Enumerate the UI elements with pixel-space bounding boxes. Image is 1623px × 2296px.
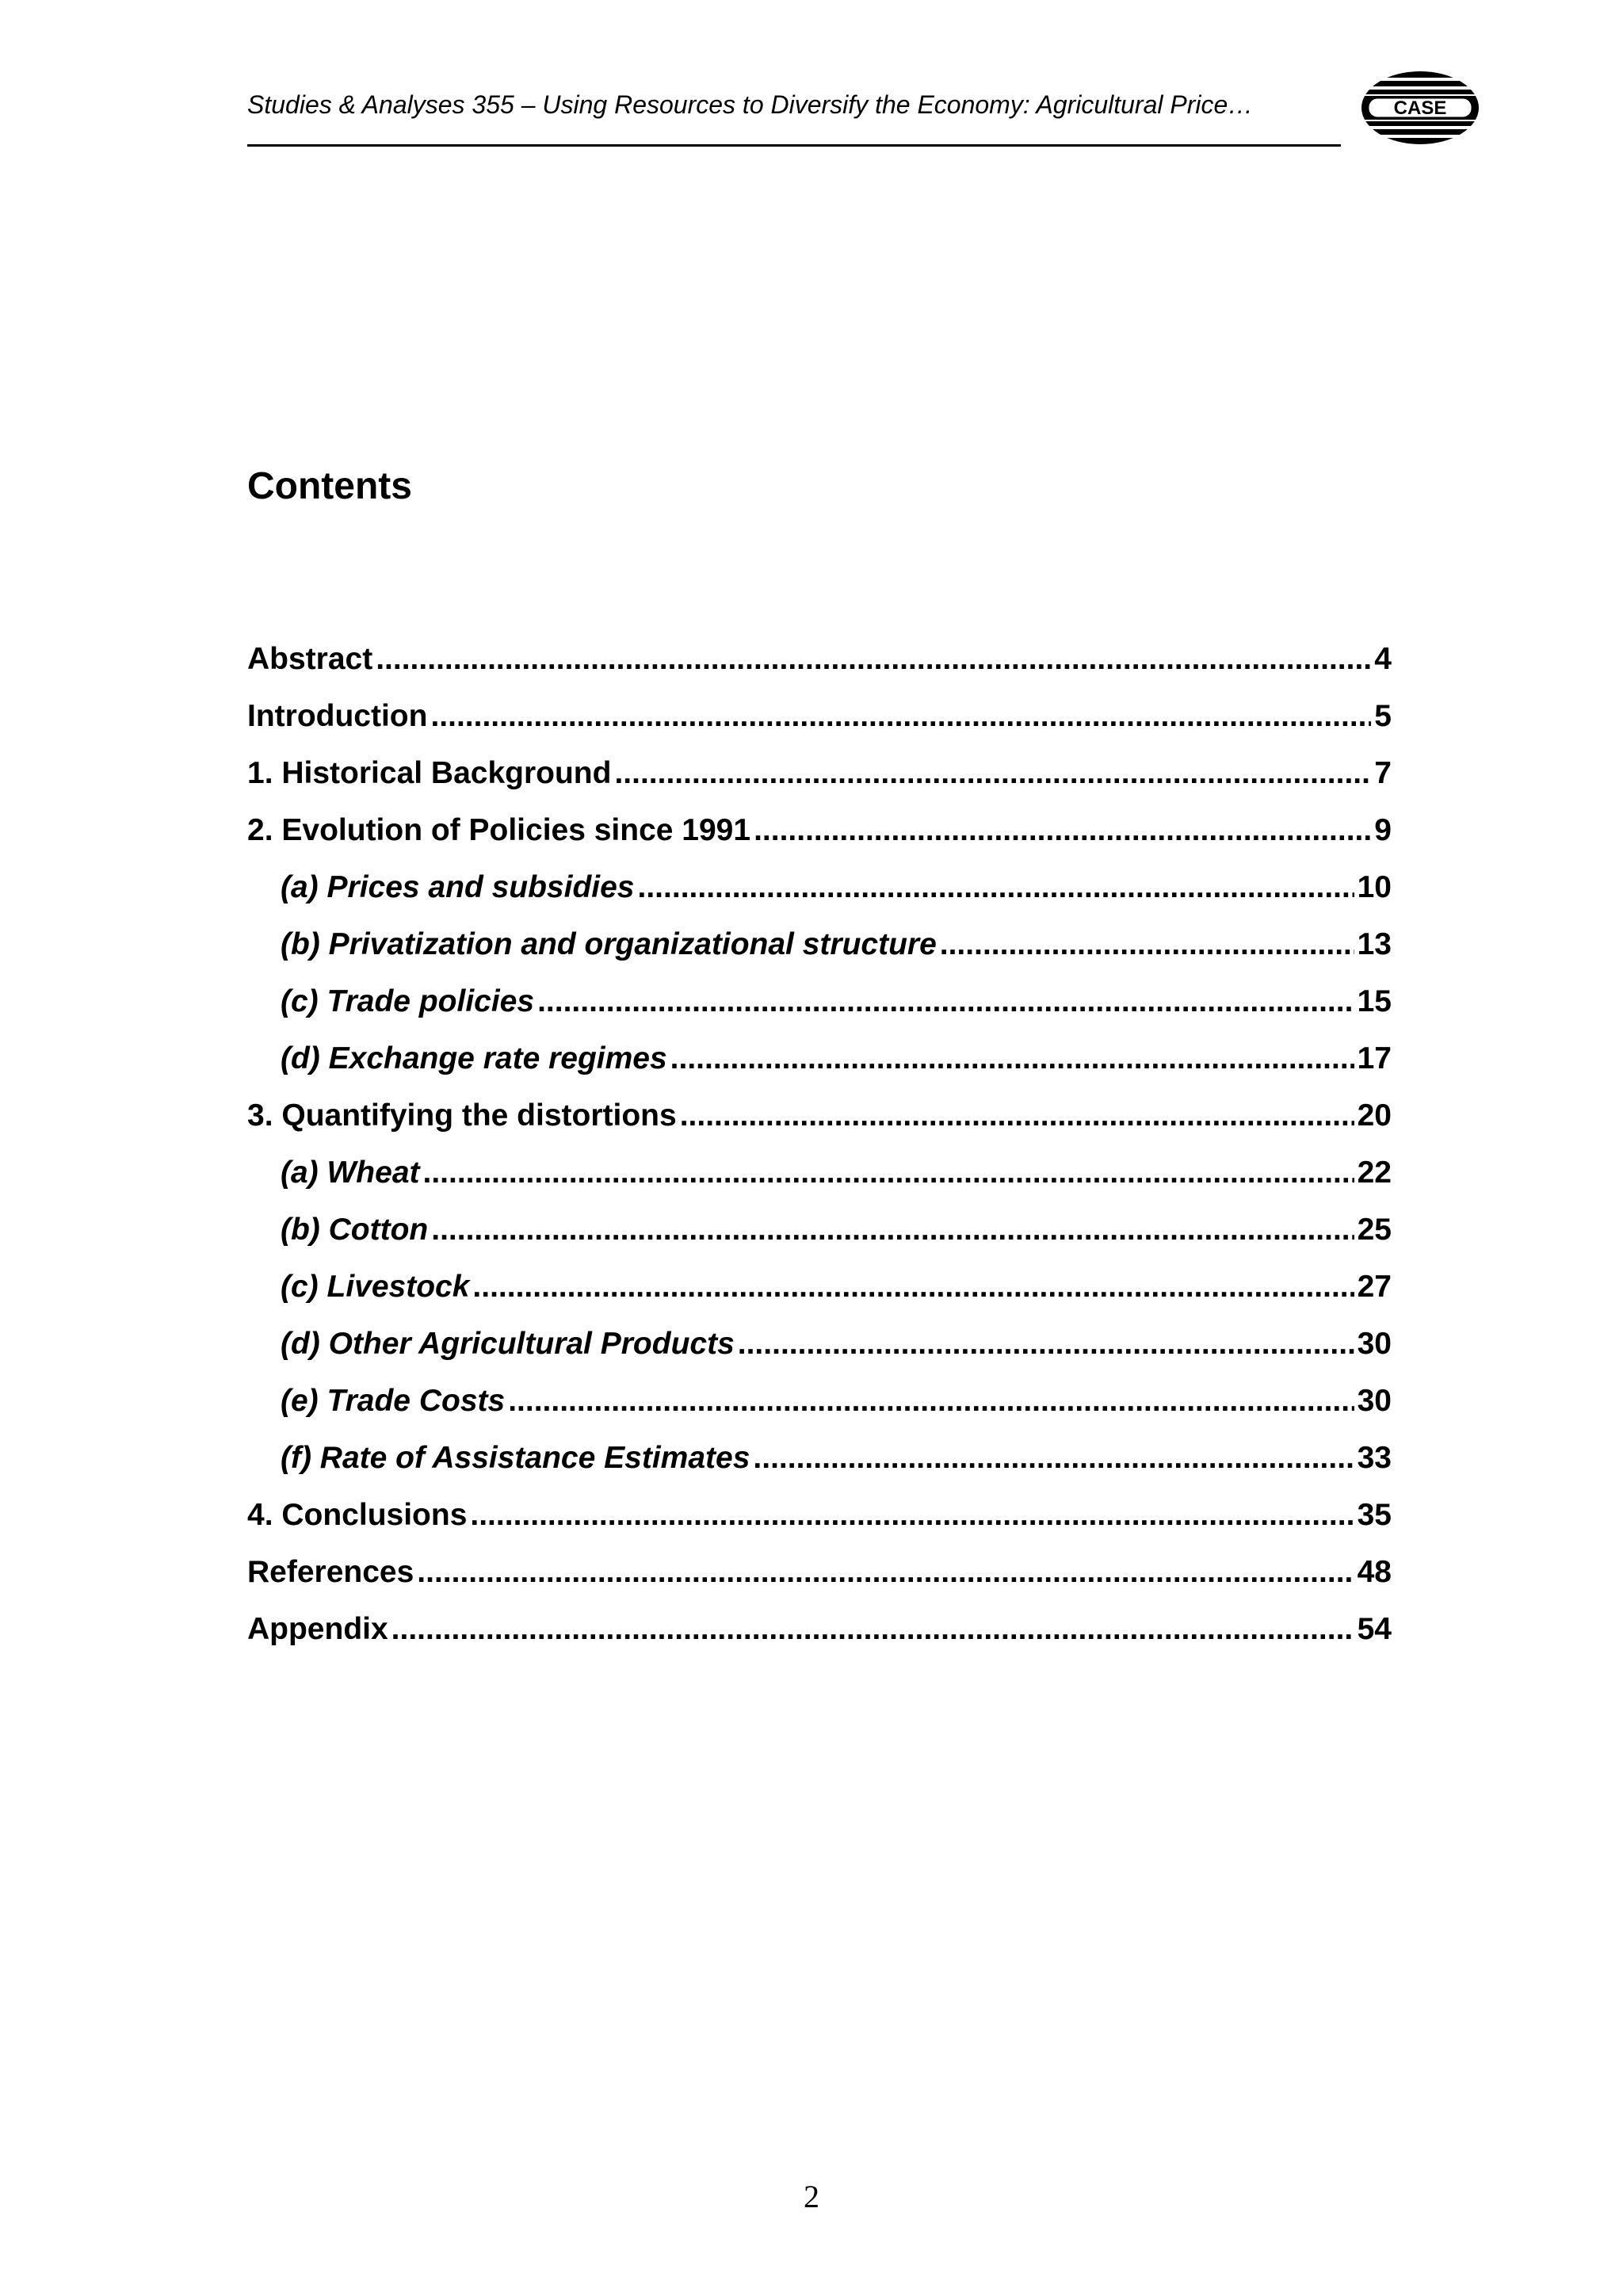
- toc-dot-leader: [537, 973, 1354, 1030]
- toc-entry-label: Appendix: [247, 1612, 388, 1646]
- toc-entry-label: (e) Trade Costs: [281, 1384, 506, 1418]
- toc-entry-page: 17: [1357, 1041, 1392, 1075]
- toc-dot-leader: [753, 1430, 1354, 1487]
- toc-entry[interactable]: [247, 745, 1392, 802]
- toc-entry[interactable]: [247, 1201, 1392, 1259]
- toc-entry[interactable]: [247, 1544, 1392, 1601]
- toc-entry-label: (f) Rate of Assistance Estimates: [281, 1441, 750, 1475]
- toc-entry-page: 35: [1357, 1498, 1392, 1532]
- toc-dot-leader: [391, 1601, 1354, 1658]
- toc-dot-leader: [614, 745, 1371, 802]
- toc-entry[interactable]: [247, 1087, 1392, 1144]
- case-logo: [1360, 70, 1480, 146]
- toc-dot-leader: [430, 688, 1371, 745]
- toc-entry[interactable]: [247, 1373, 1392, 1430]
- page-number: 2: [804, 2179, 819, 2214]
- toc-entry-label: (a) Wheat: [281, 1156, 420, 1190]
- toc-dot-leader: [431, 1201, 1354, 1259]
- toc-dot-leader: [508, 1373, 1354, 1430]
- toc-entry-page: 4: [1374, 642, 1392, 676]
- toc-entry-page: 30: [1357, 1327, 1392, 1361]
- header-rule: [247, 144, 1341, 147]
- toc-dot-leader: [417, 1544, 1354, 1601]
- toc-dot-leader: [470, 1487, 1354, 1544]
- toc-entry-page: 30: [1357, 1384, 1392, 1418]
- toc-entry-page: 33: [1357, 1441, 1392, 1475]
- toc-dot-leader: [680, 1087, 1354, 1144]
- toc-entry[interactable]: [247, 802, 1392, 859]
- toc-entry-page: 5: [1374, 699, 1392, 733]
- toc-entry-label: (c) Trade policies: [281, 984, 535, 1018]
- toc-entry-label: 2. Evolution of Policies since 1991: [247, 813, 751, 847]
- toc-dot-leader: [738, 1316, 1354, 1373]
- toc-entry[interactable]: [247, 1316, 1392, 1373]
- toc-entry-page: 48: [1357, 1555, 1392, 1589]
- toc-entry-label: 3. Quantifying the distortions: [247, 1098, 677, 1133]
- toc-entry-page: 13: [1357, 927, 1392, 961]
- toc-dot-leader: [670, 1030, 1354, 1087]
- toc-entry-page: 7: [1374, 756, 1392, 790]
- toc-entry[interactable]: [247, 1487, 1392, 1544]
- toc-entry-label: 1. Historical Background: [247, 756, 612, 790]
- toc-entry[interactable]: [247, 973, 1392, 1030]
- toc-entry-label: (c) Livestock: [281, 1270, 470, 1304]
- running-header: Studies & Analyses 355 – Using Resources to Diversify the Economy: Agricultural Price…: [247, 90, 1254, 119]
- toc-entry-page: 10: [1357, 870, 1392, 904]
- toc-entry[interactable]: [247, 688, 1392, 745]
- toc-entry[interactable]: [247, 859, 1392, 916]
- toc-entry-page: 22: [1357, 1156, 1392, 1190]
- toc-entry[interactable]: [247, 916, 1392, 973]
- toc-entry-label: Abstract: [247, 642, 373, 676]
- toc-entry[interactable]: [247, 1601, 1392, 1658]
- toc-dot-leader: [423, 1144, 1354, 1201]
- toc-entry-label: 4. Conclusions: [247, 1498, 468, 1532]
- table-of-contents: [247, 631, 1392, 1658]
- toc-entry[interactable]: [247, 1430, 1392, 1487]
- toc-entry-label: (d) Other Agricultural Products: [281, 1327, 735, 1361]
- toc-entry-label: Introduction: [247, 699, 428, 733]
- toc-entry[interactable]: [247, 1144, 1392, 1201]
- toc-entry-page: 15: [1357, 984, 1392, 1018]
- toc-entry-label: (b) Cotton: [281, 1213, 429, 1247]
- toc-entry-label: References: [247, 1555, 414, 1589]
- toc-entry-page: 27: [1357, 1270, 1392, 1304]
- toc-entry-label: (a) Prices and subsidies: [281, 870, 635, 904]
- toc-entry-page: 9: [1374, 813, 1392, 847]
- toc-dot-leader: [376, 631, 1371, 688]
- logo-text: CASE: [1393, 97, 1447, 119]
- toc-dot-leader: [638, 859, 1354, 916]
- toc-entry-page: 25: [1357, 1213, 1392, 1247]
- toc-dot-leader: [940, 916, 1354, 973]
- toc-dot-leader: [754, 802, 1371, 859]
- toc-entry-page: 20: [1357, 1098, 1392, 1133]
- toc-entry[interactable]: [247, 1030, 1392, 1087]
- toc-entry-label: (b) Privatization and organizational structure: [281, 927, 937, 961]
- toc-dot-leader: [472, 1259, 1354, 1316]
- toc-entry[interactable]: [247, 631, 1392, 688]
- contents-heading: Contents: [247, 465, 412, 507]
- toc-entry[interactable]: [247, 1259, 1392, 1316]
- toc-entry-page: 54: [1357, 1612, 1392, 1646]
- toc-entry-label: (d) Exchange rate regimes: [281, 1041, 667, 1075]
